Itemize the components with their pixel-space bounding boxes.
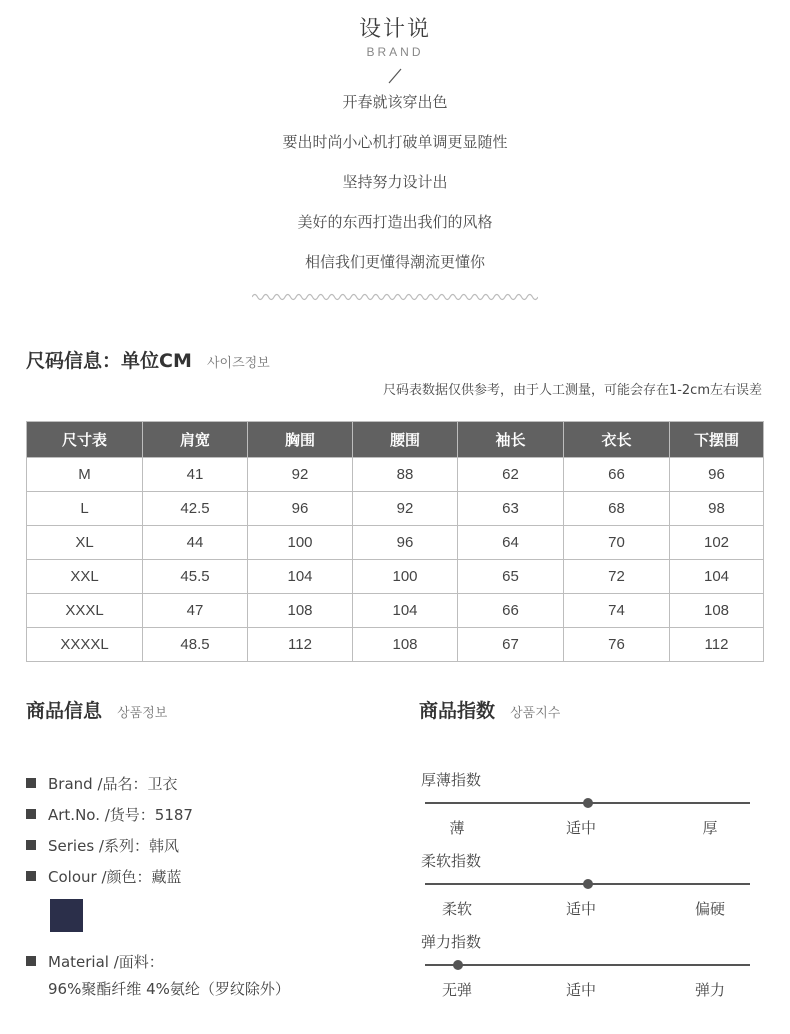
table-cell: 88 [353,458,458,492]
table-cell: 96 [353,526,458,560]
product-info-header [26,696,167,723]
table-row [27,492,764,526]
table-cell: 45.5 [143,560,248,594]
header-cell: 腰围 [353,422,458,458]
scale-option: 适中 [565,819,597,837]
table-cell: XL [27,526,143,560]
size-section-subtitle: 사이즈정보 [206,356,270,371]
table-cell: 68 [564,492,670,526]
info-text: Series /系列：韩风 [48,837,179,855]
table-cell: 98 [670,492,764,526]
header-cell: 下摆围 [670,422,764,458]
square-bullet-icon [26,871,36,881]
table-cell: 76 [564,628,670,662]
scale-label: 柔软指数 [421,852,482,870]
table-cell: 44 [143,526,248,560]
table-cell: 63 [458,492,564,526]
info-text: Material /面料： [48,953,164,971]
poem-line: 美好的东西打造出我们的风格 [297,213,493,231]
list-item [26,804,193,825]
header-cell: 胸围 [248,422,353,458]
product-index-subtitle: 상품지수 [510,706,561,721]
info-text: Colour /颜色：藏蓝 [48,868,182,886]
table-cell: 65 [458,560,564,594]
list-item [26,951,164,972]
slash-divider [387,68,403,84]
product-info-subtitle: 상품정보 [117,706,168,721]
header-cell: 尺寸表 [27,422,143,458]
info-text: Art.No. /货号：5187 [48,806,193,824]
table-cell: 66 [564,458,670,492]
poem-line: 要出时尚小心机打破单调更显随性 [282,133,508,151]
square-bullet-icon [26,778,36,788]
header-cell: 衣长 [564,422,670,458]
table-cell: 67 [458,628,564,662]
poem-line: 开春就该穿出色 [342,93,448,111]
table-cell: 102 [670,526,764,560]
table-row [27,560,764,594]
table-cell: 112 [670,628,764,662]
scale-option: 柔软 [441,900,473,918]
table-cell: 70 [564,526,670,560]
table-cell: 104 [670,560,764,594]
square-bullet-icon [26,956,36,966]
poem-line: 相信我们更懂得潮流更懂你 [304,253,485,271]
scale-marker [453,960,463,970]
table-row [27,594,764,628]
table-cell: XXXL [27,594,143,628]
table-cell: 100 [353,560,458,594]
table-cell: XXXXL [27,628,143,662]
table-cell: 104 [353,594,458,628]
scale-option: 适中 [565,981,597,999]
size-section-header [26,346,270,373]
design-title: 设计说 [358,17,431,42]
table-cell: 108 [353,628,458,662]
table-cell: 62 [458,458,564,492]
table-cell: 96 [248,492,353,526]
table-cell: XXL [27,560,143,594]
table-cell: 48.5 [143,628,248,662]
table-cell: 96 [670,458,764,492]
scale-option: 适中 [565,900,597,918]
list-item [26,866,182,887]
square-bullet-icon [26,840,36,850]
table-row [27,526,764,560]
poem-line: 坚持努力设计出 [342,173,448,191]
design-poem [0,90,790,290]
design-subtitle: BRAND [366,45,424,59]
scale-label: 弹力指数 [421,933,482,951]
header-cell: 袖长 [458,422,564,458]
scale-label: 厚薄指数 [421,771,482,789]
square-bullet-icon [26,809,36,819]
info-text: Brand /品名：卫衣 [48,775,178,793]
color-swatch [50,899,83,932]
scale-option: 无弹 [441,981,473,999]
material-detail: 96%聚酯纤维 4%氨纶（罗纹除外） [48,980,290,998]
size-section-title: 尺码信息：单位CM [26,350,192,372]
scale-option: 厚 [702,819,718,837]
table-row [27,458,764,492]
size-note: 尺码表数据仅供参考，由于人工测量，可能会存在1-2cm左右误差 [382,383,762,398]
table-cell: 66 [458,594,564,628]
table-cell: 108 [248,594,353,628]
table-cell: L [27,492,143,526]
scale-option: 偏硬 [694,900,726,918]
product-index-header [419,696,560,723]
table-row [27,628,764,662]
wave-divider [252,290,538,304]
table-cell: 100 [248,526,353,560]
table-cell: 92 [353,492,458,526]
list-item [26,773,178,794]
scale-marker [583,798,593,808]
table-cell: M [27,458,143,492]
table-cell: 47 [143,594,248,628]
table-cell: 42.5 [143,492,248,526]
scale-marker [583,879,593,889]
list-item [26,835,179,856]
table-cell: 112 [248,628,353,662]
product-info-title: 商品信息 [26,700,103,722]
scale-option: 薄 [449,819,465,837]
product-index-title: 商品指数 [419,700,496,722]
table-cell: 41 [143,458,248,492]
table-cell: 64 [458,526,564,560]
table-cell: 74 [564,594,670,628]
header-cell: 肩宽 [143,422,248,458]
scale-track [425,964,750,966]
table-cell: 104 [248,560,353,594]
table-cell: 72 [564,560,670,594]
table-cell: 92 [248,458,353,492]
table-cell: 108 [670,594,764,628]
size-table [26,421,764,662]
scale-option: 弹力 [694,981,726,999]
size-table-header [27,422,764,458]
